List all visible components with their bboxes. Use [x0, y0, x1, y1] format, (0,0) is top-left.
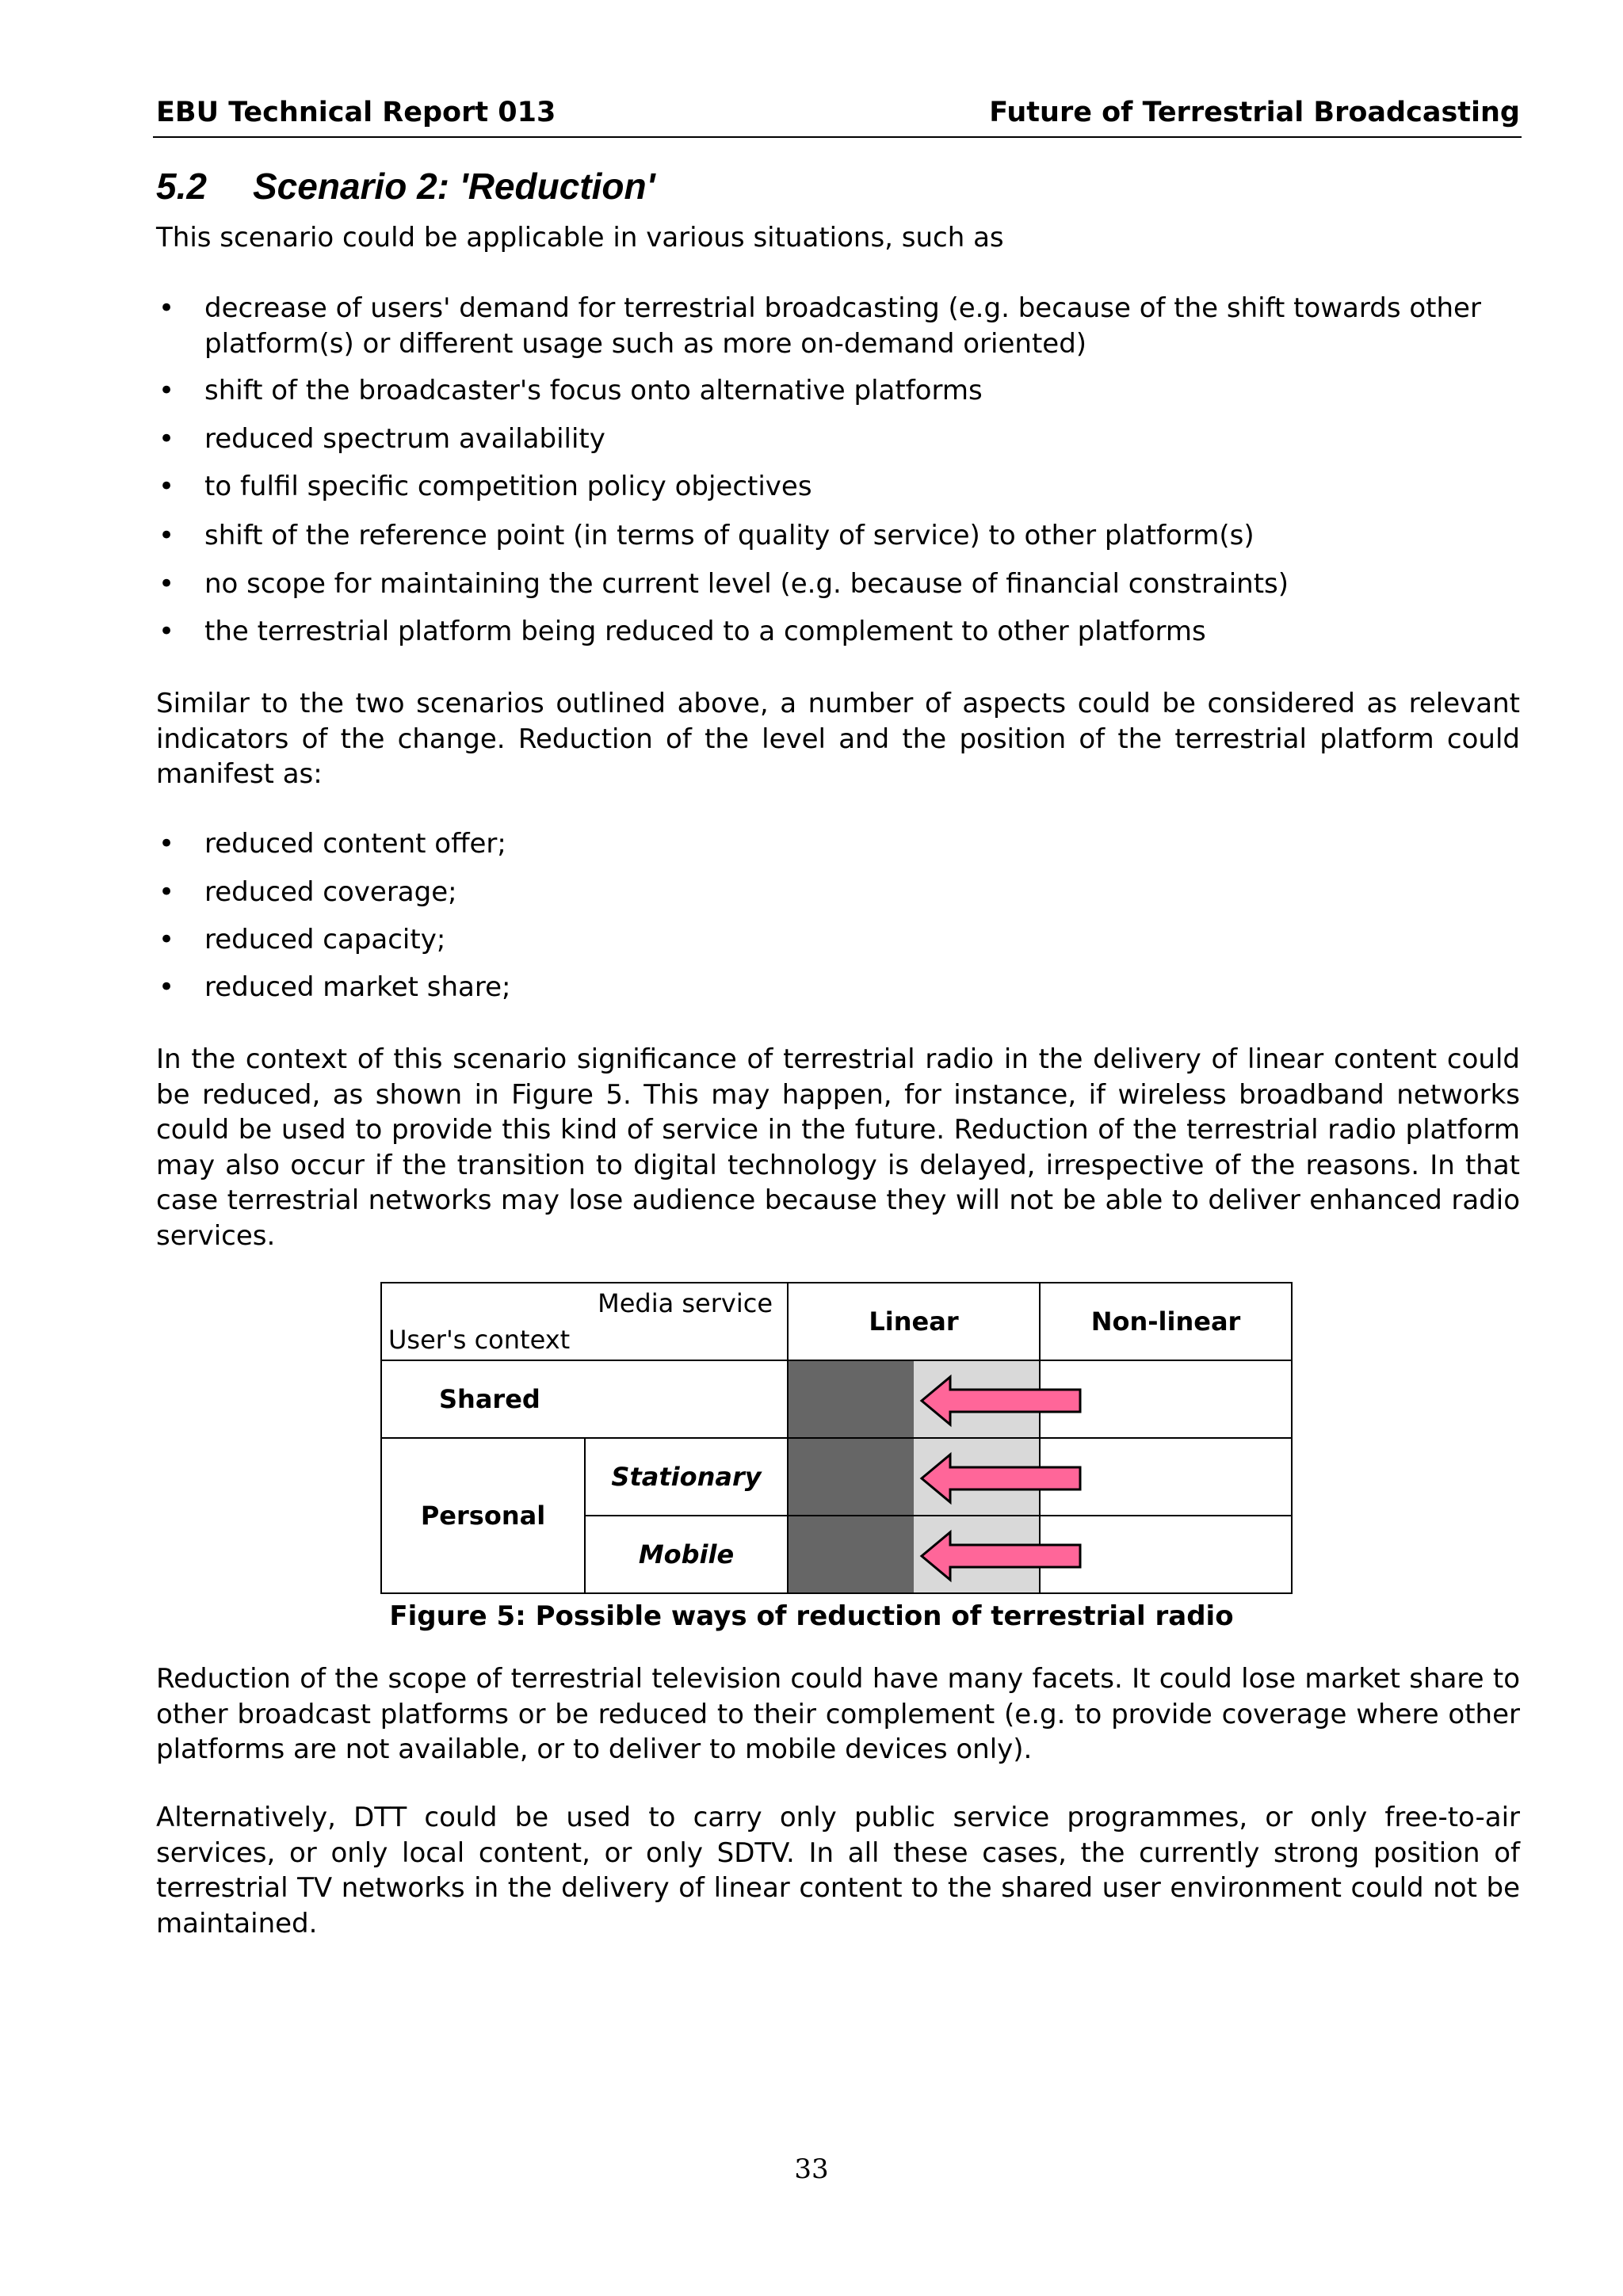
list-item-text: no scope for maintaining the current level (e.g. because of financial constraints) — [204, 568, 1289, 600]
col-header-nonlinear: Non-linear — [1040, 1283, 1292, 1360]
list-item: • to fulfil specific competition policy objectives — [158, 471, 812, 502]
list-item-text: shift of the reference point (in terms of quality of service) to other platform(s) — [204, 520, 1254, 551]
list-item-text: decrease of users' demand for terrestrial broadcasting (e.g. because of the shift towards other platform(s) or different usage such as more on-demand oriented) — [204, 292, 1481, 360]
arrow-left-icon — [922, 1532, 1080, 1580]
list-item-text: the terrestrial platform being reduced to a complement to other platforms — [204, 616, 1206, 647]
list-item-text: to fulfil specific competition policy objectives — [204, 471, 812, 502]
linear-cell-shared — [788, 1360, 1040, 1438]
corner-top-label: Media service — [598, 1288, 773, 1318]
list-item-text: shift of the broadcaster's focus onto alternative platforms — [204, 375, 983, 406]
section-number: 5.2 — [156, 166, 207, 207]
list-item: • shift of the reference point (in terms of quality of service) to other platform(s) — [158, 520, 1254, 551]
list-item-text: reduced market share; — [204, 971, 511, 1003]
linear-cell-mobile — [788, 1516, 1040, 1593]
section-title: Scenario 2: 'Reduction' — [253, 166, 655, 207]
arrow-left-icon — [922, 1377, 1080, 1425]
paragraph: In the context of this scenario significance of terrestrial radio in the delivery of linear content could be reduced, as shown in Figure 5. This may happen, for instance, if wireless broadband networks could be used to provide this kind of service in the future. Reduction of the terrestrial radio platform may also occur if the transition to digital technology is delayed, irrespective of the reasons. In that case terrestrial networks may lose audience because they will not be able to deliver enhanced radio services. — [156, 1043, 1520, 1252]
list-item-text: reduced spectrum availability — [204, 423, 605, 455]
list-item-text: reduced coverage; — [204, 876, 457, 908]
figure-caption: Figure 5: Possible ways of reduction of terrestrial radio — [389, 1600, 1234, 1632]
list-item: • the terrestrial platform being reduced to a complement to other platforms — [158, 616, 1206, 647]
list-item: • shift of the broadcaster's focus onto alternative platforms — [158, 375, 983, 406]
corner-bottom-label: User's context — [388, 1325, 571, 1355]
header-left: EBU Technical Report 013 — [156, 97, 556, 128]
list-item-text: reduced content offer; — [204, 828, 506, 860]
list-item: • reduced capacity; — [158, 924, 446, 955]
paragraph: Alternatively, DTT could be used to carry only public service programmes, or only free-to-air services, or only local content, or only SDTV. In all these cases, the currently strong position of terrestrial TV networks in the delivery of linear content to the shared user environment could not be maintained. — [156, 1802, 1520, 1939]
arrow-left-icon — [922, 1455, 1080, 1502]
section-heading — [156, 165, 655, 208]
row-header-shared: Shared — [381, 1360, 788, 1438]
paragraph: Similar to the two scenarios outlined above, a number of aspects could be considered as relevant indicators of the change. Reduction of the level and the position of the terrestrial platform could manifest as: — [156, 688, 1520, 790]
row-header-stationary: Stationary — [585, 1438, 788, 1516]
paragraph: Reduction of the scope of terrestrial television could have many facets. It could lose market share to other broadcast platforms or be reduced to their complement (e.g. to provide coverage where other platforms are not available, or to deliver to mobile devices only). — [156, 1663, 1520, 1765]
figure-5-table — [380, 1282, 1293, 1594]
list-item: • reduced spectrum availability — [158, 423, 605, 455]
row-header-personal: Personal — [381, 1438, 585, 1593]
list-item: • reduced content offer; — [158, 828, 506, 860]
list-item-text: reduced capacity; — [204, 924, 446, 955]
list-item: • no scope for maintaining the current level (e.g. because of financial constraints) — [158, 568, 1289, 600]
intro-text: This scenario could be applicable in various situations, such as — [156, 222, 1004, 254]
corner-cell — [381, 1283, 788, 1360]
header-right: Future of Terrestrial Broadcasting — [989, 97, 1520, 128]
linear-cell-stationary — [788, 1438, 1040, 1516]
list-item: • decrease of users' demand for terrestrial broadcasting (e.g. because of the shift towards other platform(s) or different usage such as more on-demand oriented) — [158, 292, 1481, 360]
page-number: 33 — [794, 2153, 829, 2185]
col-header-linear: Linear — [788, 1283, 1040, 1360]
header-rule — [153, 136, 1522, 138]
row-header-mobile: Mobile — [585, 1516, 788, 1593]
list-item: • reduced market share; — [158, 971, 511, 1003]
list-item: • reduced coverage; — [158, 876, 457, 908]
